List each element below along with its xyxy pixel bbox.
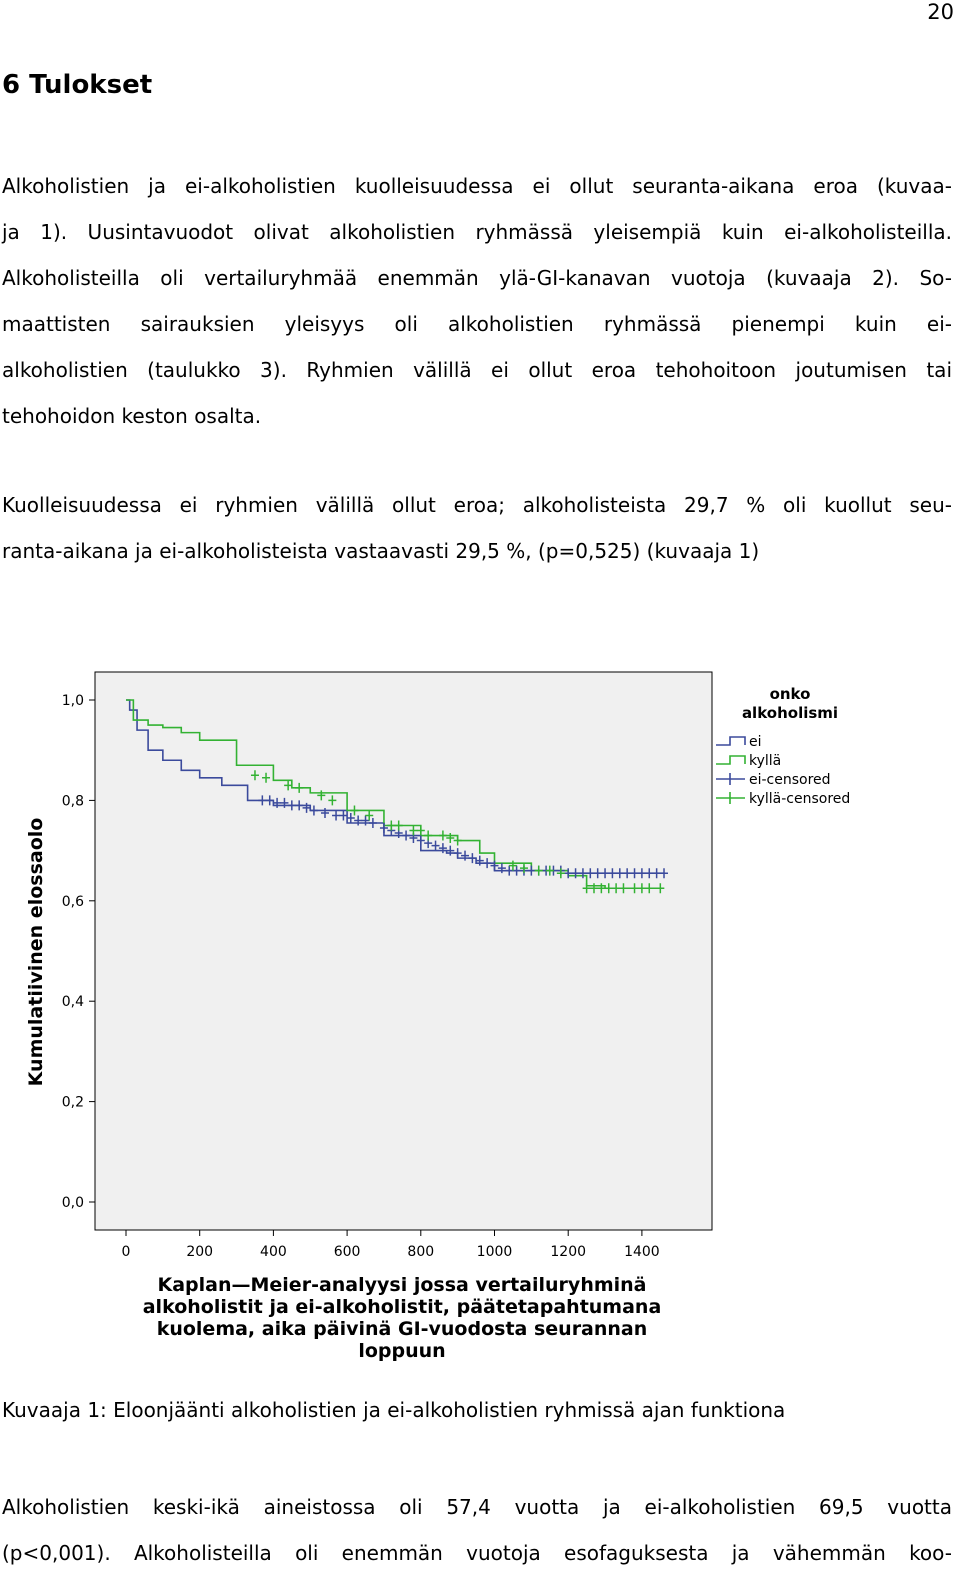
x-axis-label: [143, 1274, 662, 1362]
x-tick-label: 200: [186, 1244, 214, 1260]
legend-title: onko: [769, 685, 811, 703]
legend-swatch: [716, 792, 745, 804]
text-line: maattisten sairauksien yleisyys oli alkoholistien ryhmässä pienempi kuin ei-: [2, 312, 952, 336]
x-tick-label: 400: [260, 1244, 287, 1260]
x-axis-label-line: loppuun: [358, 1340, 446, 1362]
text-line: Alkoholisteilla oli vertailuryhmää enemmän ylä-GI-kanavan vuotoja (kuvaaja 2). So-: [2, 266, 952, 290]
x-axis: [122, 1230, 660, 1260]
text-line: ja 1). Uusintavuodot olivat alkoholistien ryhmässä yleisempiä kuin ei-alkoholisteilla.: [2, 220, 952, 244]
text-line: Kuolleisuudessa ei ryhmien välillä ollut eroa; alkoholisteista 29,7 % oli kuollut seu-: [2, 493, 952, 517]
x-tick-label: 800: [407, 1244, 435, 1260]
results-paragraph-3: [2, 1484, 952, 1576]
x-tick-label: 600: [333, 1244, 361, 1260]
kaplan-meier-chart: [0, 655, 960, 1375]
x-axis-label-line: kuolema, aika päivinä GI-vuodosta seurannan: [156, 1318, 648, 1340]
legend-swatch: [716, 737, 745, 745]
legend: [716, 685, 850, 807]
y-tick-label: 0,6: [61, 893, 84, 910]
x-tick-label: 1200: [550, 1244, 587, 1260]
y-tick-label: 1,0: [61, 693, 84, 709]
figure-caption: Kuvaaja 1: Eloonjäänti alkoholistien ja ei-alkoholistien ryhmissä ajan funktiona: [2, 1398, 786, 1422]
legend-swatch: [716, 773, 745, 785]
x-tick-label: 1000: [476, 1244, 513, 1260]
legend-label: kyllä: [749, 753, 782, 769]
y-tick-label: 0,4: [61, 994, 84, 1011]
text-line: ranta-aikana ja ei-alkoholisteista vastaavasti 29,5 %, (p=0,525) (kuvaaja 1): [2, 539, 760, 563]
y-tick-label: 0,8: [61, 793, 84, 810]
x-axis-label-line: alkoholistit ja ei-alkoholistit, päätetapahtumana: [142, 1296, 662, 1318]
text-line: Alkoholistien ja ei-alkoholistien kuolleisuudessa ei ollut seuranta-aikana eroa (kuvaa-: [2, 174, 952, 198]
y-axis-label: Kumulatiivinen elossaolo: [25, 817, 47, 1087]
y-axis: [62, 693, 95, 1211]
legend-swatch: [716, 756, 745, 764]
legend-label: ei-censored: [749, 772, 831, 788]
results-paragraph-2: [2, 482, 952, 574]
legend-label: kyllä-censored: [749, 791, 851, 807]
x-tick-label: 1400: [624, 1244, 660, 1260]
text-line: (p<0,001). Alkoholisteilla oli enemmän vuotoja esofaguksesta ja vähemmän koo-: [2, 1541, 952, 1565]
plot-area: [95, 672, 712, 1230]
x-tick-label: 0: [121, 1244, 131, 1260]
y-tick-label: 0,2: [61, 1094, 84, 1111]
section-heading: 6 Tulokset: [2, 70, 153, 100]
y-tick-label: 0,0: [61, 1195, 84, 1211]
text-line: Alkoholistien keski-ikä aineistossa oli 57,4 vuotta ja ei-alkoholistien 69,5 vuotta: [2, 1495, 952, 1519]
legend-title: alkoholismi: [741, 704, 839, 722]
legend-items: [716, 734, 850, 807]
legend-label: ei: [749, 734, 762, 750]
page-number: 20: [927, 0, 954, 24]
results-paragraph-1: [2, 163, 952, 439]
text-line: tehohoidon keston osalta.: [2, 404, 262, 428]
x-axis-label-line: Kaplan—Meier-analyysi jossa vertailuryhminä: [157, 1274, 647, 1296]
text-line: alkoholistien (taulukko 3). Ryhmien välillä ei ollut eroa tehohoitoon joutumisen tai: [2, 358, 952, 382]
